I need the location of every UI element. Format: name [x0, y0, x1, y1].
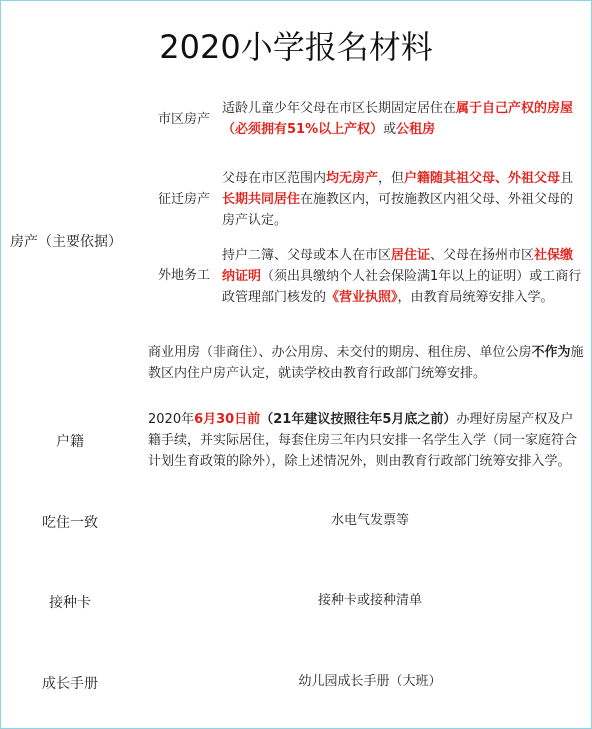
- city-text-red3: 公租房: [396, 122, 436, 137]
- relocation-text-red3: 长期共同居住: [222, 192, 301, 207]
- commercial-house-text: [148, 342, 584, 384]
- category-vaccine: 接种卡: [49, 595, 91, 611]
- hukou-text-part2: 办理好房屋产权及户籍手续，并实际居住，每套住房三年内只安排一名学生入学（同一家庭符合计划生育政策的除外），除上述情况外，则由教育行政部门统筹安排入学。: [148, 412, 578, 469]
- hukou-text-red1: 6月30日前: [194, 412, 261, 427]
- relocation-text-red1: 均无房产: [326, 171, 379, 186]
- category-living: 吃住一致: [42, 515, 98, 531]
- relocation-text-part4: 在施教区内，可按施教区内祖父母、外祖父母的房产认定。: [222, 192, 574, 228]
- commercial-text-part2: 施教区内住户房产认定，就读学校由教育行政部门统筹安排。: [148, 345, 584, 381]
- outside-text-part4: ，由教育局统筹安排入学。: [397, 290, 554, 305]
- outside-text-part3: （须出具缴纳个人社会保险满1年以上的证明）或工商行政管理部门核发的: [222, 269, 582, 305]
- outside-text-red2: 社保缴纳证明: [222, 248, 574, 284]
- outside-text-part2: 、父母在扬州市区: [430, 248, 535, 263]
- subcategory-city: 市区房产: [158, 112, 211, 127]
- city-text-red2: （必须拥有51%以上产权）: [222, 122, 384, 137]
- vaccine-text: 接种卡或接种清单: [317, 593, 422, 608]
- relocation-house-text: [222, 168, 584, 231]
- subcategory-outside: 外地务工: [158, 268, 211, 283]
- hukou-text: [148, 409, 584, 472]
- outside-worker-text: [222, 245, 584, 308]
- category-house: 房产（主要依据）: [10, 234, 122, 250]
- living-text: 水电气发票等: [330, 513, 409, 528]
- city-house-text: [222, 98, 584, 140]
- category-growth: 成长手册: [42, 676, 98, 692]
- hukou-text-part1: 2020年: [148, 412, 195, 427]
- growth-text: 幼儿园成长手册（大班）: [298, 674, 442, 689]
- commercial-text-bold1: 不作为: [531, 345, 571, 360]
- outside-text-red1: 居住证: [391, 248, 431, 263]
- hukou-text-bold1: （21年建议按照往年5月底之前）: [260, 412, 457, 427]
- relocation-text-part3: 且: [560, 171, 574, 186]
- page-title: 2020小学报名材料: [159, 28, 433, 66]
- outside-text-part1: 持户二簿、父母或本人在市区: [222, 248, 392, 263]
- subcategory-relocation: 征迁房产: [158, 192, 211, 207]
- relocation-text-red2: 户籍随其祖父母、外祖父母: [404, 171, 561, 186]
- commercial-text-part1: 商业用房（非商住）、办公用房、未交付的期房、租住房、单位公房: [148, 345, 532, 360]
- relocation-text-part1: 父母在市区范围内: [222, 171, 327, 186]
- city-text-part2: 或: [383, 122, 397, 137]
- city-text-part1: 适龄儿童少年父母在市区长期固定居住在: [222, 101, 457, 116]
- category-hukou: 户籍: [56, 434, 84, 450]
- outside-text-red3: 《营业执照》: [326, 290, 398, 305]
- relocation-text-part2: ，但: [378, 171, 405, 186]
- city-text-red1: 属于自己产权的房屋: [456, 101, 574, 116]
